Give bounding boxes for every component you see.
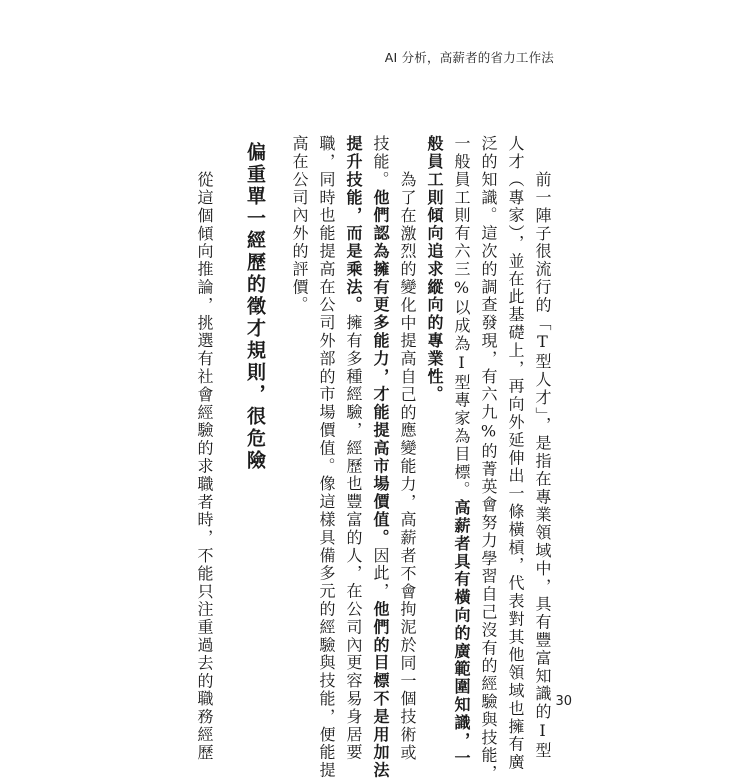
paragraph-column (507, 135, 523, 771)
body-text-run: 從這個傾向推論，挑選有社會經驗的求職者時，不能只注重過去的職務經歷 (195, 171, 214, 762)
paragraph-column (345, 135, 361, 762)
emphasis-text: 他們的目標不是用加法 (371, 600, 390, 780)
paragraph-column (426, 135, 442, 404)
paragraph-column (453, 135, 469, 768)
body-text-run: 擁有多種經驗，經歷也豐富的人，在公司內更容易身居要 (344, 314, 363, 762)
emphasis-text: 他們認為擁有更多能力，才能提高市場價值。 (371, 188, 390, 547)
running-header: AI 分析，高薪者的省力工作法 (384, 50, 554, 65)
page-number: 30 (555, 694, 572, 709)
section-heading: 偏重單一經歷的徵才規則，很危險 (244, 142, 266, 472)
paragraph-column (291, 135, 307, 314)
body-text-run: 前一陣子很流行的「T型人才」，是指在專業領域中，具有豐富知識的I型 (533, 171, 552, 760)
body-text-run: 職，同時也能提高在公司外部的市場價值。像這樣具備多元的經驗與技能，便能提 (317, 135, 336, 780)
body-text-run: 泛的知識。這次的調查發現，有六九%的菁英會努力學習自己沒有的經驗與技能， (479, 135, 498, 782)
body-text-run: 一般員工則有六三%以成為I型專家為目標。 (452, 135, 471, 499)
emphasis-text: 高薪者具有橫向的廣範圍知識，一 (452, 499, 471, 768)
paragraph-column (534, 171, 550, 760)
body-text-run: 人才（專家），並在此基礎上，再向外延伸出一條橫槓，代表對其他領域也擁有廣 (506, 135, 525, 772)
body-text-run: 技能。 (371, 135, 390, 189)
body-text-run: 因此， (371, 546, 390, 601)
body-text-run: 高在公司內外的評價。 (290, 135, 309, 314)
paragraph-column (480, 135, 496, 782)
paragraph-column (196, 171, 212, 762)
paragraph-column (372, 135, 388, 779)
paragraph-column (318, 135, 334, 779)
body-text-run: 為了在激烈的變化中提高自己的應變能力，高薪者不會拘泥於同一個技術或 (398, 171, 417, 762)
emphasis-text: 般員工則傾向追求縱向的專業性。 (425, 135, 444, 404)
paragraph-column (399, 171, 415, 762)
emphasis-text: 提升技能，而是乘法。 (344, 135, 363, 314)
